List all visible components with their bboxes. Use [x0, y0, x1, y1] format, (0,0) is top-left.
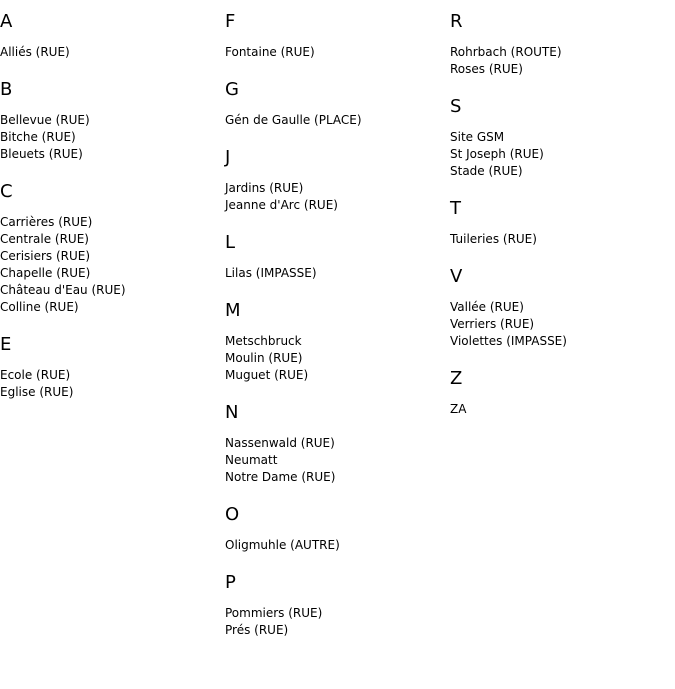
street-list	[225, 435, 450, 486]
street-link[interactable]: ZA	[450, 402, 467, 416]
street-list	[450, 129, 675, 180]
letter-heading: R	[450, 11, 463, 32]
letter-group	[225, 233, 450, 282]
street-link[interactable]: Nassenwald (RUE)	[225, 436, 335, 450]
street-link[interactable]: Jeanne d'Arc (RUE)	[225, 198, 338, 212]
street-list	[450, 231, 675, 248]
letter-group	[225, 573, 450, 639]
street-link[interactable]: Alliés (RUE)	[0, 45, 70, 59]
street-list	[450, 401, 675, 418]
letter-group	[0, 12, 225, 61]
letter-heading: C	[0, 181, 13, 202]
letter-group	[0, 335, 225, 401]
street-link[interactable]: Carrières (RUE)	[0, 215, 93, 229]
street-link[interactable]: Pommiers (RUE)	[225, 606, 323, 620]
street-link[interactable]: Gén de Gaulle (PLACE)	[225, 113, 362, 127]
letter-heading: J	[225, 147, 231, 168]
street-link[interactable]: Verriers (RUE)	[450, 317, 535, 331]
street-link[interactable]: Vallée (RUE)	[450, 300, 524, 314]
street-link[interactable]: Château d'Eau (RUE)	[0, 283, 126, 297]
letter-group	[450, 12, 675, 78]
street-list	[225, 265, 450, 282]
street-link[interactable]: Roses (RUE)	[450, 62, 523, 76]
street-index-column	[450, 0, 675, 418]
street-link[interactable]: Ecole (RUE)	[0, 368, 71, 382]
letter-heading: M	[225, 300, 241, 321]
street-link[interactable]: Eglise (RUE)	[0, 385, 74, 399]
street-link[interactable]: Cerisiers (RUE)	[0, 249, 91, 263]
street-link[interactable]: Prés (RUE)	[225, 623, 289, 637]
letter-heading: N	[225, 402, 239, 423]
letter-heading: L	[225, 232, 236, 253]
street-link[interactable]: Moulin (RUE)	[225, 351, 303, 365]
street-link[interactable]: St Joseph (RUE)	[450, 147, 544, 161]
street-link[interactable]: Oligmuhle (AUTRE)	[225, 538, 340, 552]
street-link[interactable]: Chapelle (RUE)	[0, 266, 91, 280]
letter-group	[0, 80, 225, 163]
street-link[interactable]: Notre Dame (RUE)	[225, 470, 336, 484]
letter-group	[450, 199, 675, 248]
street-link[interactable]: Rohrbach (ROUTE)	[450, 45, 562, 59]
street-list	[225, 333, 450, 384]
street-list	[0, 112, 225, 163]
street-list	[225, 180, 450, 214]
street-link[interactable]: Jardins (RUE)	[225, 181, 304, 195]
street-link[interactable]: Centrale (RUE)	[0, 232, 89, 246]
letter-group	[450, 369, 675, 418]
street-list	[225, 537, 450, 554]
letter-heading: A	[0, 11, 13, 32]
letter-group	[450, 97, 675, 180]
street-link[interactable]: Violettes (IMPASSE)	[450, 334, 567, 348]
street-link[interactable]: Neumatt	[225, 453, 278, 467]
letter-group	[450, 267, 675, 350]
letter-group	[225, 148, 450, 214]
letter-heading: Z	[450, 368, 463, 389]
street-link[interactable]: Fontaine (RUE)	[225, 45, 315, 59]
letter-group	[225, 80, 450, 129]
letter-group	[225, 12, 450, 61]
letter-heading: B	[0, 79, 13, 100]
street-link[interactable]: Tuileries (RUE)	[450, 232, 537, 246]
street-link[interactable]: Muguet (RUE)	[225, 368, 309, 382]
letter-group	[225, 403, 450, 486]
street-link[interactable]: Bellevue (RUE)	[0, 113, 90, 127]
letter-heading: V	[450, 266, 463, 287]
street-list	[0, 214, 225, 316]
street-link[interactable]: Colline (RUE)	[0, 300, 79, 314]
street-link[interactable]: Site GSM	[450, 130, 505, 144]
street-list	[450, 299, 675, 350]
letter-group	[225, 301, 450, 384]
letter-heading: O	[225, 504, 240, 525]
letter-group	[0, 182, 225, 316]
letter-heading: G	[225, 79, 239, 100]
street-list	[0, 367, 225, 401]
street-list	[450, 44, 675, 78]
street-list	[225, 44, 450, 61]
street-link[interactable]: Metschbruck	[225, 334, 302, 348]
street-list	[225, 605, 450, 639]
street-link[interactable]: Bitche (RUE)	[0, 130, 76, 144]
letter-heading: F	[225, 11, 236, 32]
street-link[interactable]: Bleuets (RUE)	[0, 147, 83, 161]
letter-heading: E	[0, 334, 12, 355]
street-index-column	[0, 0, 225, 401]
street-link[interactable]: Lilas (IMPASSE)	[225, 266, 317, 280]
street-index-column	[225, 0, 450, 639]
street-list	[225, 112, 450, 129]
letter-group	[225, 505, 450, 554]
street-link[interactable]: Stade (RUE)	[450, 164, 523, 178]
letter-heading: T	[450, 198, 461, 219]
letter-heading: S	[450, 96, 462, 117]
street-list	[0, 44, 225, 61]
letter-heading: P	[225, 572, 236, 593]
